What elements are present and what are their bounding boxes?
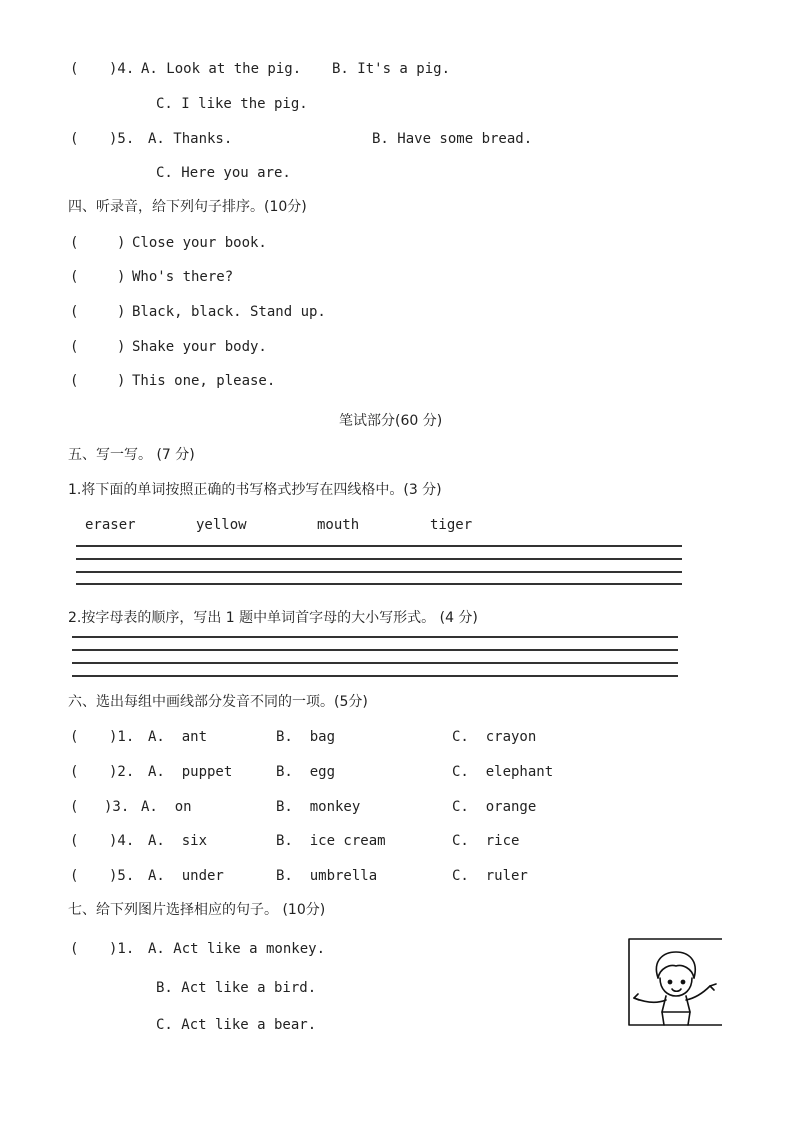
row-option-b: B. umbrella: [276, 868, 378, 884]
q5-option-a: A. Thanks.: [148, 131, 233, 147]
part4-paren-close: ): [117, 339, 126, 355]
part4-item: This one, please.: [132, 373, 276, 389]
word-tiger: tiger: [430, 517, 473, 533]
part4-paren-close: ): [117, 373, 126, 389]
q5-option-b: B. Have some bread.: [372, 131, 533, 147]
q4-option-a: A. Look at the pig.: [141, 61, 302, 77]
girl-acting-picture: [628, 938, 722, 1026]
part4-item: Black, black. Stand up.: [132, 304, 326, 320]
p7-q1-option-c: C. Act like a bear.: [156, 1017, 317, 1033]
row-option-c: C. rice: [452, 833, 520, 849]
row-option-c: C. ruler: [452, 868, 528, 884]
row-option-b: B. ice cream: [276, 833, 386, 849]
q4-number: )4.: [109, 61, 135, 77]
q5-number: )5.: [109, 131, 135, 147]
part4-paren-open: (: [70, 304, 79, 320]
row-number: )4.: [109, 833, 135, 849]
p7-q1-option-b: B. Act like a bird.: [156, 980, 317, 996]
word-yellow: yellow: [196, 517, 247, 533]
p7-q1-paren: (: [70, 941, 79, 957]
part4-item: Shake your body.: [132, 339, 267, 355]
row-option-b: B. monkey: [276, 799, 361, 815]
row-option-b: B. bag: [276, 729, 336, 745]
part5-q1: 1.将下面的单词按照正确的书写格式抄写在四线格中。(3 分): [68, 482, 442, 498]
part7-title: 七、给下列图片选择相应的句子。 (10分): [68, 902, 326, 918]
row-option-a: A. puppet: [148, 764, 233, 780]
row-option-a: A. six: [148, 833, 208, 849]
row-number: )1.: [109, 729, 135, 745]
part4-paren-open: (: [70, 373, 79, 389]
part4-paren-open: (: [70, 269, 79, 285]
part6-title: 六、选出每组中画线部分发音不同的一项。(5分): [68, 694, 368, 710]
part4-title: 四、听录音，给下列句子排序。(10分): [68, 199, 307, 215]
row-option-a: A. ant: [148, 729, 208, 745]
row-paren: (: [70, 868, 79, 884]
part4-paren-open: (: [70, 235, 79, 251]
part5-title: 五、写一写。 (7 分): [68, 447, 195, 463]
word-eraser: eraser: [85, 517, 136, 533]
part4-paren-close: ): [117, 269, 126, 285]
row-number: )5.: [109, 868, 135, 884]
row-option-a: A. under: [148, 868, 224, 884]
row-number: )2.: [109, 764, 135, 780]
q4-option-c: C. I like the pig.: [156, 96, 308, 112]
part4-paren-close: ): [117, 235, 126, 251]
row-paren: (: [70, 799, 79, 815]
q5-option-c: C. Here you are.: [156, 165, 291, 181]
part4-item: Who's there?: [132, 269, 234, 285]
row-option-c: C. crayon: [452, 729, 537, 745]
written-section-title: 笔试部分(60 分): [339, 413, 443, 429]
row-option-a: A. on: [141, 799, 192, 815]
row-paren: (: [70, 764, 79, 780]
word-mouth: mouth: [317, 517, 360, 533]
p7-q1-number: )1.: [109, 941, 135, 957]
row-number: )3.: [104, 799, 130, 815]
q4-open-paren: (: [70, 61, 79, 77]
row-paren: (: [70, 833, 79, 849]
row-option-c: C. orange: [452, 799, 537, 815]
part4-paren-open: (: [70, 339, 79, 355]
part4-item: Close your book.: [132, 235, 267, 251]
part4-paren-close: ): [117, 304, 126, 320]
row-paren: (: [70, 729, 79, 745]
q4-option-b: B. It's a pig.: [332, 61, 451, 77]
row-option-c: C. elephant: [452, 764, 554, 780]
part5-q2: 2.按字母表的顺序，写出 1 题中单词首字母的大小写形式。 (4 分): [68, 610, 478, 626]
p7-q1-option-a: A. Act like a monkey.: [148, 941, 326, 957]
row-option-b: B. egg: [276, 764, 336, 780]
q5-open-paren: (: [70, 131, 79, 147]
